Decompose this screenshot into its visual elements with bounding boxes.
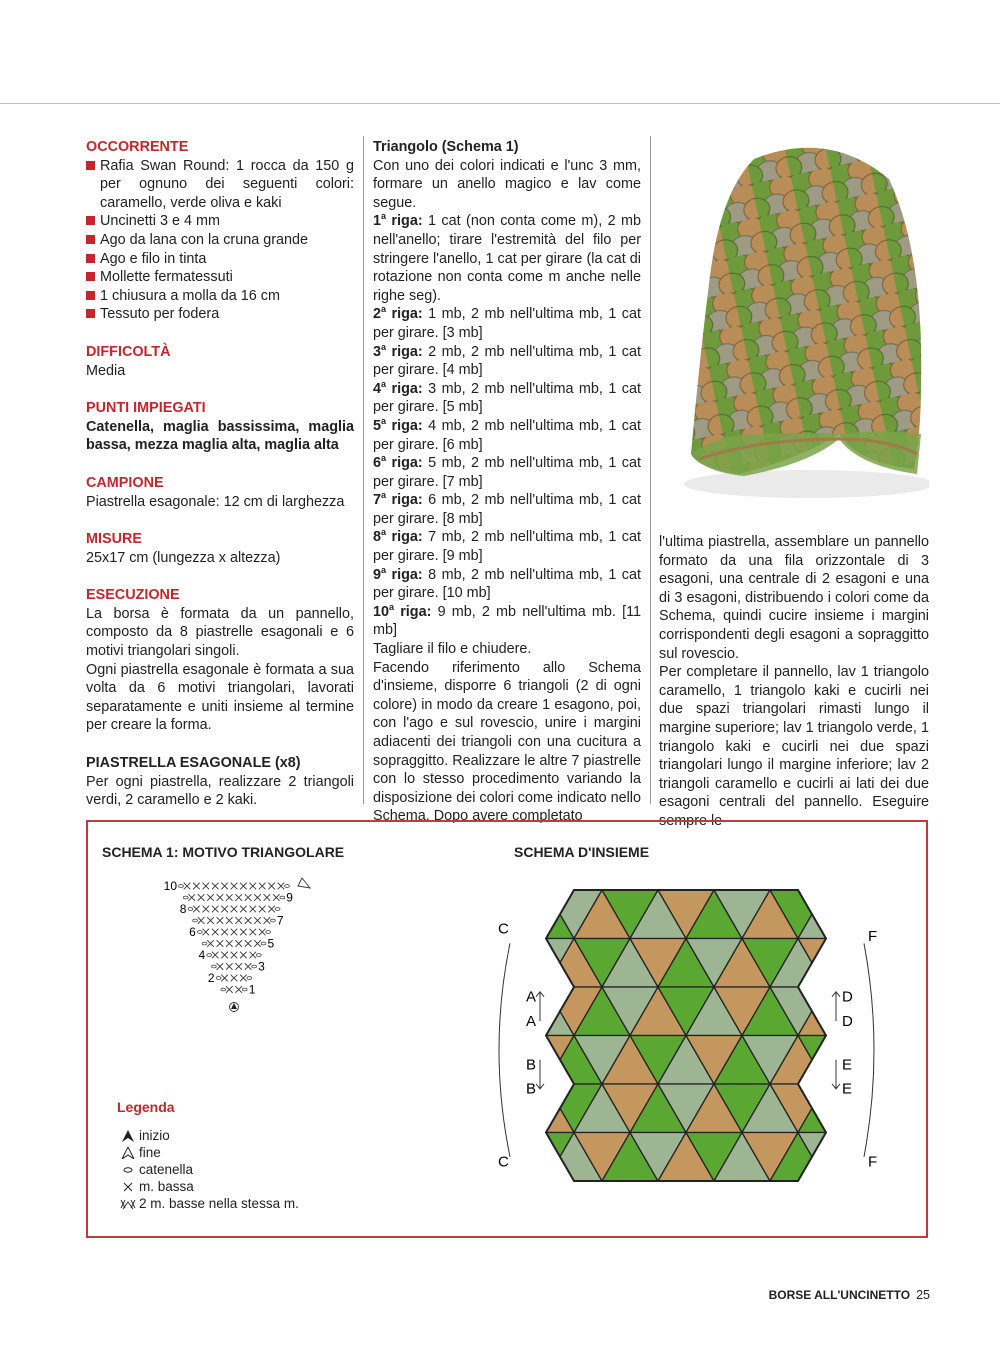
esecuzione-heading: ESECUZIONE xyxy=(86,587,180,604)
triangle-up xyxy=(478,987,518,1035)
single-crochet-mark xyxy=(221,975,228,982)
chain-mark xyxy=(256,954,261,957)
legend-label: 2 m. basse nella stessa m. xyxy=(139,1196,299,1211)
side-letter-left: A xyxy=(526,1012,537,1030)
triangle-up xyxy=(490,1035,546,1083)
single-crochet-mark xyxy=(250,883,257,890)
punti-heading: PUNTI IMPIEGATI xyxy=(86,400,206,417)
difficolta-heading: DIFFICOLTÀ xyxy=(86,343,171,360)
single-crochet-mark xyxy=(193,906,200,913)
triangle-down xyxy=(478,987,490,1035)
arrow-b xyxy=(536,1060,544,1089)
chain-mark xyxy=(202,942,207,945)
page-number: 25 xyxy=(916,1288,930,1302)
row-label: 3$^a$ riga: xyxy=(373,341,429,360)
single-crochet-mark xyxy=(254,917,261,924)
single-crochet-mark xyxy=(231,906,238,913)
row-label: 7$^a$ riga: xyxy=(373,490,429,509)
single-crochet-mark xyxy=(184,883,191,890)
single-crochet-mark xyxy=(250,929,257,936)
chain-mark xyxy=(193,919,198,922)
row-instruction: 10$^a$ riga: 9 mb, 2 mb nell'ultima mb. [11 mb] xyxy=(373,602,642,639)
row-label: 8$^a$ riga: xyxy=(373,527,429,546)
insieme-title: SCHEMA D'INSIEME xyxy=(514,844,650,860)
row-instruction: 3$^a$ riga: 2 mb, 2 mb nell'ultima mb, 1 cat per girare. [4 mb] xyxy=(373,341,641,379)
chain-mark xyxy=(266,931,271,934)
row-instruction: 8$^a$ riga: 7 mb, 2 mb nell'ultima mb, 1 cat per girare. [9 mb] xyxy=(373,527,641,565)
row-label: 10$^a$ riga: xyxy=(373,602,438,620)
legend-row-chain xyxy=(117,1161,299,1178)
single-crochet-mark xyxy=(245,894,252,901)
arrow-a xyxy=(536,992,544,1021)
row-instruction: 2$^a$ riga: 1 mb, 2 mb nell'ultima mb, 1 cat per girare. [3 mb] xyxy=(373,304,641,341)
chain-mark xyxy=(197,931,202,934)
end-arrow-icon xyxy=(117,1147,139,1159)
single-crochet-mark xyxy=(264,894,271,901)
arrow-d xyxy=(832,992,840,1021)
row-instruction: 9$^a$ riga: 8 mb, 2 mb nell'ultima mb, 1 cat per girare. [10 mb] xyxy=(373,564,641,602)
single-crochet-mark xyxy=(226,986,233,993)
chain-mark xyxy=(247,977,252,980)
row-instruction: 5$^a$ riga: 4 mb, 2 mb nell'ultima mb, 1 cat per girare. [6 mb] xyxy=(373,416,641,453)
single-crochet-mark xyxy=(226,963,233,970)
column-divider xyxy=(363,136,364,804)
occorrente-item: 1 chiusura a molla da 16 cm xyxy=(86,287,354,306)
single-crochet-mark xyxy=(221,883,228,890)
triangle-down xyxy=(490,1084,546,1132)
legend-row-increase xyxy=(117,1195,299,1212)
single-crochet-mark xyxy=(217,963,224,970)
difficolta-text: Media xyxy=(86,362,126,379)
end-marker-icon xyxy=(298,878,310,888)
assembly-paragraph-1: l'ultima piastrella, assemblare un pannello formato da una fila orizzontale di 3 esagoni, una centrale di 2 esagoni e una di 3 esagoni, distribuendo i colori come da Schema, quindi cucire insieme i margini corrispondenti degli esagoni a sopraggitto sul rovescio. xyxy=(659,534,929,662)
legend-label: catenella xyxy=(139,1162,194,1177)
chain-mark xyxy=(221,988,226,991)
arrow-e xyxy=(832,1060,840,1089)
single-crochet-mark xyxy=(235,963,242,970)
legend-label: inizio xyxy=(139,1128,170,1143)
single-crochet-mark xyxy=(207,894,214,901)
chain-mark xyxy=(242,988,247,991)
triangle-down xyxy=(478,938,518,986)
single-crochet-mark xyxy=(240,975,247,982)
single-crochet-mark xyxy=(268,883,275,890)
single-crochet-mark xyxy=(250,952,257,959)
triangle-stitch-chart xyxy=(138,874,358,1044)
side-letter-left: A xyxy=(526,988,537,1006)
row-label: 4$^a$ riga: xyxy=(373,378,429,397)
row-instruction: 6$^a$ riga: 5 mb, 2 mb nell'ultima mb, 1 cat per girare. [7 mb] xyxy=(373,453,641,490)
triangle-up xyxy=(490,938,546,986)
triangle-rows xyxy=(373,212,641,640)
single-crochet-mark xyxy=(212,929,219,936)
single-crochet-mark xyxy=(226,940,233,947)
row-label: 2$^a$ riga: xyxy=(373,304,429,323)
triangle-down xyxy=(826,1084,882,1132)
triangle-grid xyxy=(478,890,898,1181)
single-crochet-mark xyxy=(203,883,210,890)
side-letter-right: E xyxy=(842,1056,853,1074)
single-crochet-mark xyxy=(198,894,205,901)
chain-mark xyxy=(188,908,193,911)
chain-mark xyxy=(207,954,212,957)
legend-row-end xyxy=(117,1144,299,1161)
side-letter-left: C xyxy=(498,1153,509,1171)
single-crochet-mark xyxy=(193,883,200,890)
side-letter-right: D xyxy=(842,1012,853,1030)
esecuzione-paragraph-2: Ogni piastrella esagonale è formata a sua volta da 6 motivi triangolari, lavorati separatamente e uniti insieme al termine per creare la forma. xyxy=(86,661,354,734)
row-number-left: 2 xyxy=(207,971,215,985)
single-crochet-mark xyxy=(198,917,205,924)
chain-mark xyxy=(271,919,276,922)
single-crochet-mark xyxy=(268,906,275,913)
single-crochet-mark xyxy=(254,940,261,947)
row-number-left: 8 xyxy=(179,902,187,916)
single-crochet-mark xyxy=(231,883,238,890)
chain-mark xyxy=(212,965,217,968)
single-crochet-mark xyxy=(221,906,228,913)
occorrente-item: Ago da lana con la cruna grande xyxy=(86,231,354,250)
single-crochet-mark xyxy=(250,906,257,913)
single-crochet-mark xyxy=(245,940,252,947)
triangle-down xyxy=(854,938,898,986)
chain-mark xyxy=(216,977,221,980)
chain-mark xyxy=(285,885,290,888)
assembly-paragraph-2: Per completare il pannello, lav 1 triangolo caramello, 1 triangolo kaki e cucirli nei due spazi triangolari rimasti lungo il margine superiore; lav 1 triangolo verde, 1 triangolo kaki e cucirli nei due spazi triangolari lungo il margine inferiore; lav 2 triangoli caramello e cucirli ai lati dei due esagoni centrali del pannello. Eseguire sempre le xyxy=(659,664,929,829)
single-crochet-mark xyxy=(254,894,261,901)
start-arrow-icon xyxy=(117,1130,139,1142)
triangle-down xyxy=(478,1084,490,1132)
chain-mark xyxy=(280,896,285,899)
single-crochet-mark xyxy=(231,975,238,982)
bag-photo xyxy=(659,134,929,520)
single-crochet-mark xyxy=(235,986,242,993)
assembly-diagram xyxy=(478,872,898,1227)
triangle-down xyxy=(478,890,490,938)
column-assembly xyxy=(659,533,929,831)
side-letter-left: C xyxy=(498,920,509,938)
chain-stitch-icon xyxy=(117,1166,139,1174)
misure-text: 25x17 cm (lungezza x altezza) xyxy=(86,549,281,566)
crochet-bag-illustration xyxy=(659,134,929,520)
piastrella-heading: PIASTRELLA ESAGONALE (x8) xyxy=(86,755,301,772)
single-crochet-mark xyxy=(264,917,271,924)
single-crochet-mark xyxy=(259,883,266,890)
row-number-right: 5 xyxy=(267,936,275,951)
row-number-right: 3 xyxy=(258,959,265,974)
footer-title: BORSE ALL'UNCINETTO xyxy=(768,1288,911,1302)
row-number-left: 6 xyxy=(189,925,196,939)
row-number-right: 9 xyxy=(286,890,293,905)
occorrente-item: Ago e filo in tinta xyxy=(86,250,354,269)
schema1-title: SCHEMA 1: MOTIVO TRIANGOLARE xyxy=(102,844,345,860)
single-crochet-mark xyxy=(212,906,219,913)
legend xyxy=(117,1099,299,1212)
arrow-f xyxy=(864,943,874,1156)
triangle-intro: Con uno dei colori indicati e l'unc 3 mm, formare un anello magico e lav come segue. xyxy=(373,157,641,211)
piastrella-text: Per ogni piastrella, realizzare 2 triangoli verdi, 2 caramello e 2 kaki. xyxy=(86,773,354,809)
triangle-down xyxy=(478,1035,518,1083)
single-crochet-mark xyxy=(240,929,247,936)
single-crochet-mark xyxy=(245,917,252,924)
single-crochet-mark xyxy=(240,906,247,913)
single-crochet-mark xyxy=(217,894,224,901)
triangle-close: Tagliare il filo e chiudere. xyxy=(373,641,532,658)
row-label: 5$^a$ riga: xyxy=(373,416,429,434)
campione-text: Piastrella esagonale: 12 cm di larghezza xyxy=(86,493,345,510)
single-crochet-mark xyxy=(278,883,285,890)
row-instruction: 4$^a$ riga: 3 mb, 2 mb nell'ultima mb, 1 cat per girare. [5 mb] xyxy=(373,378,641,416)
single-crochet-mark xyxy=(240,883,247,890)
single-crochet-mark xyxy=(221,952,228,959)
occorrente-heading: OCCORRENTE xyxy=(86,139,189,155)
triangle-down xyxy=(854,1035,898,1083)
chain-mark xyxy=(179,885,184,888)
legend-row-sc xyxy=(117,1178,299,1195)
single-crochet-mark xyxy=(203,906,210,913)
single-crochet-mark xyxy=(217,917,224,924)
single-crochet-mark xyxy=(235,894,242,901)
side-letter-right: D xyxy=(842,988,853,1006)
row-label: 1$^a$ riga: xyxy=(373,211,429,230)
chain-mark xyxy=(261,942,266,945)
single-crochet-mark xyxy=(188,894,195,901)
single-crochet-mark xyxy=(207,940,214,947)
single-crochet-mark xyxy=(240,952,247,959)
occorrente-list xyxy=(86,157,354,324)
row-number-left: 10 xyxy=(163,879,177,893)
single-crochet-mark xyxy=(212,883,219,890)
single-crochet-mark xyxy=(231,929,238,936)
campione-heading: CAMPIONE xyxy=(86,474,164,491)
single-crochet-mark xyxy=(221,929,228,936)
side-letter-left: B xyxy=(526,1056,537,1074)
single-crochet-mark xyxy=(226,917,233,924)
row-instruction: 1$^a$ riga: 1 cat (non conta come m), 2 mb nell'anello; tirare l'estremità del filo per stringere l'anello, 1 cat per girare (la cat di rotazione non conta come m anche nelle righe seg). xyxy=(373,211,642,304)
single-crochet-mark xyxy=(245,963,252,970)
single-crochet-mark xyxy=(207,917,214,924)
single-crochet-mark xyxy=(235,940,242,947)
row-number-right: 7 xyxy=(276,913,284,928)
chain-mark xyxy=(275,908,280,911)
top-rule xyxy=(0,103,1000,104)
row-number-left: 4 xyxy=(198,948,206,962)
esecuzione-paragraph-1: La borsa è formata da un pannello, composto da 8 piastrelle esagonali e 6 motivi triangolari singoli. xyxy=(86,605,354,660)
single-crochet-mark xyxy=(259,906,266,913)
misure-heading: MISURE xyxy=(86,531,142,548)
single-crochet-mark xyxy=(273,894,280,901)
triangle-up xyxy=(826,938,882,986)
legend-row-start xyxy=(117,1127,299,1144)
occorrente-item: Tessuto per fodera xyxy=(86,305,354,324)
single-crochet-mark xyxy=(203,929,210,936)
single-crochet-mark xyxy=(217,940,224,947)
punti-text: Catenella, maglia bassissima, maglia bassa, mezza maglia alta, maglia alta xyxy=(86,418,354,454)
occorrente-item: Uncinetti 3 e 4 mm xyxy=(86,212,354,231)
occorrente-item: Mollette fermatessuti xyxy=(86,268,354,287)
side-letter-right: F xyxy=(868,927,878,945)
chain-mark xyxy=(252,965,257,968)
single-crochet-mark xyxy=(231,952,238,959)
side-letter-right: E xyxy=(842,1080,853,1098)
single-crochet-icon xyxy=(117,1181,139,1193)
column-materials xyxy=(86,138,354,810)
start-arrow xyxy=(231,1003,237,1009)
increase-icon xyxy=(117,1198,139,1210)
column-triangle-instructions xyxy=(373,138,641,826)
column-divider xyxy=(650,136,651,804)
legend-label: fine xyxy=(139,1145,161,1160)
side-letter-left: B xyxy=(526,1080,537,1098)
row-instruction: 7$^a$ riga: 6 mb, 2 mb nell'ultima mb, 1 cat per girare. [8 mb] xyxy=(373,490,641,527)
legend-title: Legenda xyxy=(117,1099,175,1115)
triangle-heading: Triangolo (Schema 1) xyxy=(373,139,519,155)
single-crochet-mark xyxy=(212,952,219,959)
row-label: 6$^a$ riga: xyxy=(373,453,429,472)
chain-mark xyxy=(183,896,188,899)
arrow-c xyxy=(499,943,510,1156)
triangle-up xyxy=(478,1084,518,1132)
occorrente-item: Rafia Swan Round: 1 rocca da 150 g per ognuno dei seguenti colori: caramello, verde oliva e kaki xyxy=(86,157,354,213)
row-label: 9$^a$ riga: xyxy=(373,564,429,583)
legend-label: m. bassa xyxy=(139,1179,194,1194)
assembly-text: Facendo riferimento allo Schema d'insieme, disporre 6 triangoli (2 di ogni colore) in modo da creare 1 esagono, poi, con l'ago e sul rovescio, unire i margini adiacenti dei triangoli con una cucitura a sopraggitto. Realizzare le altre 7 piastrelle con lo stesso procedimento variando la disposizione dei colori come indicato nello Schema. Dopo avere completato xyxy=(373,659,641,825)
single-crochet-mark xyxy=(259,929,266,936)
single-crochet-mark xyxy=(235,917,242,924)
page-footer xyxy=(769,1288,930,1302)
row-number-right: 1 xyxy=(248,982,256,997)
single-crochet-mark xyxy=(226,894,233,901)
side-letter-right: F xyxy=(868,1153,878,1171)
